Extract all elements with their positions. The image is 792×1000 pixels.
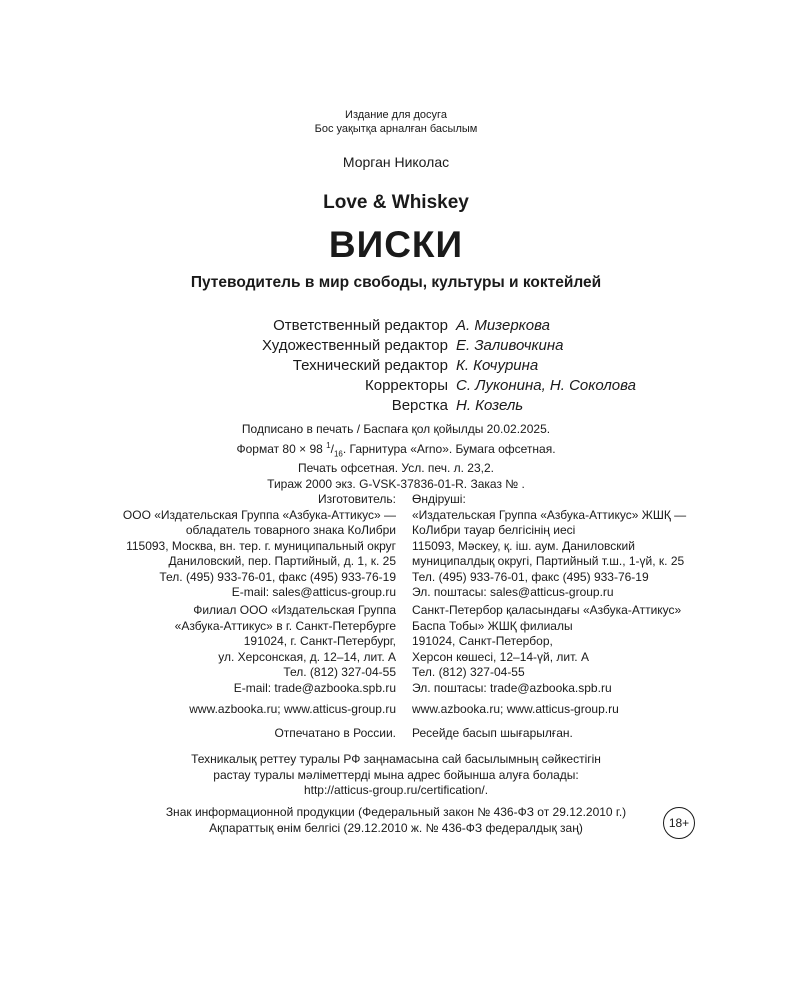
credit-row xyxy=(0,316,792,336)
branch-line: 191024, Санкт-Петербор, xyxy=(412,634,553,648)
edition-label-kz: Бос уақытқа арналған басылым xyxy=(314,123,478,135)
credit-row xyxy=(0,376,792,396)
certification-line: растау туралы мәліметтерді мына адрес бойынша алуға болады: xyxy=(213,767,579,782)
print-info xyxy=(0,422,792,492)
credit-role: Ответственный редактор xyxy=(273,317,448,334)
branch-line: Санкт-Петербор қаласындағы «Азбука-Аттикус» xyxy=(412,603,682,617)
branch-line: Тел. (812) 327-04-55 xyxy=(412,665,525,679)
author-name: Морган Николас xyxy=(342,154,450,170)
credit-row xyxy=(0,336,792,356)
certification-note xyxy=(0,752,792,799)
manufacturer-kz xyxy=(412,492,686,601)
certification-line: Техникалық реттеу туралы РФ заңнамасына сай басылымның сәйкестігін xyxy=(191,752,601,766)
credit-name: А. Мизеркова xyxy=(456,317,550,334)
branch-line: «Азбука-Аттикус» в г. Санкт-Петербурге xyxy=(174,618,396,633)
credit-name: С. Луконина, Н. Соколова xyxy=(456,377,636,394)
manufacturer-line: «Издательская Группа «Азбука-Аттикус» ЖШҚ — xyxy=(412,507,687,522)
branch-line: Баспа Тобы» ЖШҚ филиалы xyxy=(412,618,573,633)
signed-line: Подписано в печать / Баспаға қол қойылды 20.02.2025. xyxy=(241,422,551,436)
branch-kz xyxy=(412,603,681,696)
branch-line: ул. Херсонская, д. 12–14, лит. А xyxy=(218,649,396,664)
format-line: Формат 80 × 98 $^1/_{16}$. Гарнитура «Arno». Бумага офсетная. xyxy=(236,440,556,458)
info-sign-ru: Знак информационной продукции (Федеральный закон № 436-ФЗ от 29.12.2010 г.) xyxy=(165,805,627,819)
title-english: Love & Whiskey xyxy=(323,192,469,213)
manufacturer-line: 115093, Мәскеу, қ. іш. аум. Даниловский xyxy=(412,538,635,553)
edition-label xyxy=(0,108,792,136)
credit-row xyxy=(0,396,792,416)
manufacturer-ru xyxy=(123,492,396,601)
edition-label-ru: Издание для досуга xyxy=(345,109,447,121)
manufacturer-line: Изготовитель: xyxy=(318,492,396,506)
book-subtitle: Путеводитель в мир свободы, культуры и коктейлей xyxy=(190,274,602,291)
credit-name: Н. Козель xyxy=(456,397,524,414)
credits-list xyxy=(0,316,792,416)
websites-kz: www.azbooka.ru; www.atticus-group.ru xyxy=(412,702,619,716)
manufacturer-line: ООО «Издательская Группа «Азбука-Аттикус» — xyxy=(122,507,396,522)
manufacturer-email: E-mail: sales@atticus-group.ru xyxy=(231,585,396,599)
branch-line: Тел. (812) 327-04-55 xyxy=(283,665,396,679)
info-sign-kz: Ақпараттық өнім белгісі (29.12.2010 ж. № 436-ФЗ федералдық заң) xyxy=(209,820,583,835)
credit-role: Верстка xyxy=(391,397,448,414)
websites-ru: www.azbooka.ru; www.atticus-group.ru xyxy=(189,702,396,716)
age-rating-badge: 18+ xyxy=(663,807,695,839)
branch-ru xyxy=(175,603,396,696)
branch-line: 191024, г. Санкт-Петербург, xyxy=(243,634,396,648)
credit-name: Е. Заливочкина xyxy=(456,337,564,354)
credit-role: Корректоры xyxy=(364,377,448,394)
circulation-line: Тираж 2000 экз. G-VSK-37836-01-R. Заказ № . xyxy=(267,476,525,491)
book-title: ВИСКИ xyxy=(328,224,464,265)
manufacturer-email: Эл. поштасы: sales@atticus-group.ru xyxy=(412,585,614,599)
manufacturer-line: Тел. (495) 933-76-01, факс (495) 933-76-19 xyxy=(159,569,396,584)
certification-link: http://atticus-group.ru/certification/. xyxy=(303,783,489,797)
manufacturer-line: Даниловский, пер. Партийный, д. 1, к. 25 xyxy=(168,554,396,568)
manufacturer-line: обладатель товарного знака КоЛибри xyxy=(185,523,396,537)
credit-role: Художественный редактор xyxy=(262,337,448,354)
manufacturer-line: Өндіруші: xyxy=(412,492,466,506)
print-type-line: Печать офсетная. Усл. печ. л. 23,2. xyxy=(298,461,494,476)
credit-name: К. Кочурина xyxy=(456,357,539,374)
branch-email: Эл. поштасы: trade@azbooka.spb.ru xyxy=(412,680,612,695)
branch-line: Филиал ООО «Издательская Группа xyxy=(193,603,396,617)
credit-row xyxy=(0,356,792,376)
manufacturer-line: Тел. (495) 933-76-01, факс (495) 933-76-19 xyxy=(412,569,649,584)
printed-in-kz: Ресейде басып шығарылған. xyxy=(412,726,573,740)
branch-email: E-mail: trade@azbooka.spb.ru xyxy=(233,680,396,695)
branch-line: Херсон көшесі, 12–14-үй, лит. А xyxy=(412,649,589,664)
manufacturer-line: КоЛибри тауар белгісінің иесі xyxy=(412,523,576,537)
credit-role: Технический редактор xyxy=(292,357,448,374)
printed-in-ru: Отпечатано в России. xyxy=(274,726,396,740)
manufacturer-line: муниципалдық округі, Партийный т.ш., 1-үй, к. 25 xyxy=(412,554,685,568)
manufacturer-line: 115093, Москва, вн. тер. г. муниципальный округ xyxy=(126,538,396,553)
